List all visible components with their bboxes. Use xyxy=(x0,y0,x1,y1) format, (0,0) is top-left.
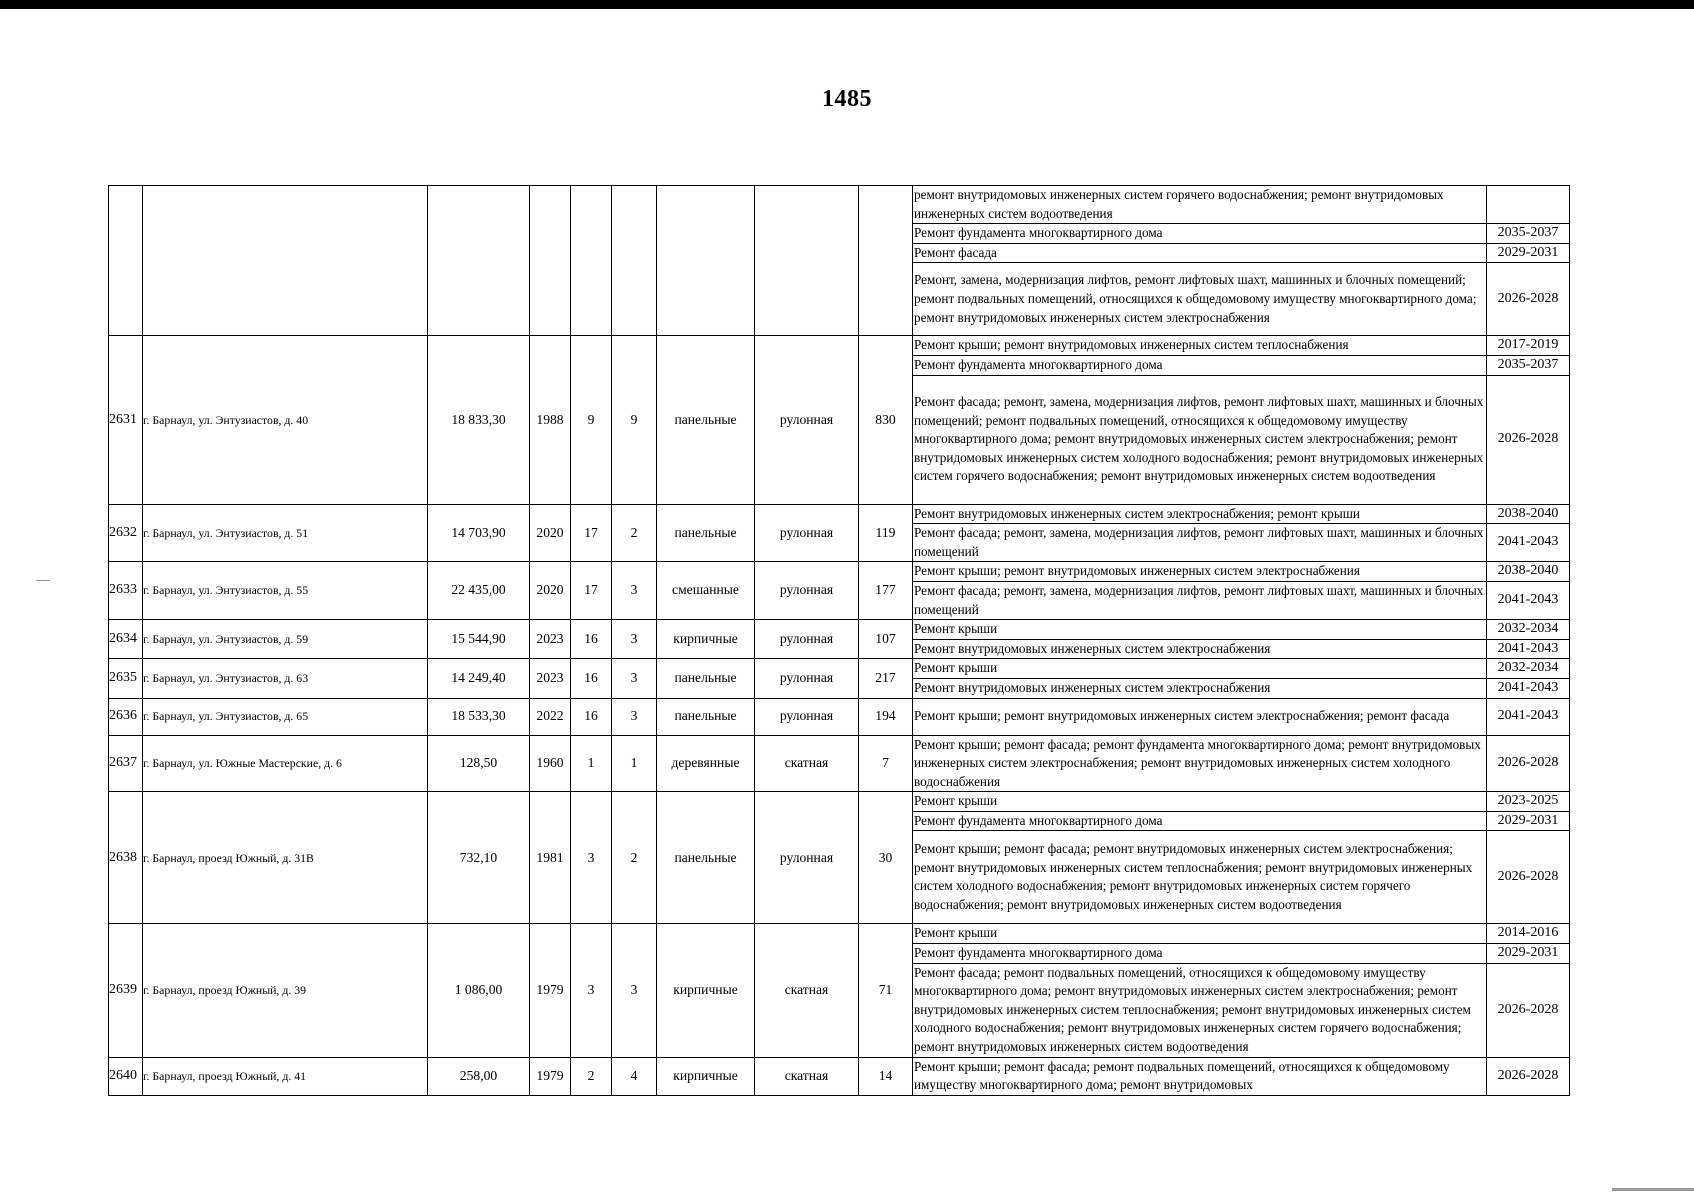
floors-max-cell: 17 xyxy=(571,562,612,620)
work-period: 2041-2043 xyxy=(1487,524,1570,562)
work-description: Ремонт фасада; ремонт, замена, модернизация лифтов, ремонт лифтовых шахт, машинных и блочных помещений xyxy=(913,524,1487,562)
work-description: Ремонт крыши; ремонт фасада; ремонт фундамента многоквартирного дома; ремонт внутридомовых инженерных систем электроснабжения; ремонт внутридомовых инженерных систем холодного водоснабжения xyxy=(913,735,1487,792)
area-cell: 258,00 xyxy=(428,1057,530,1095)
walls-cell: кирпичные xyxy=(657,620,755,659)
roof-cell: скатная xyxy=(755,924,859,1057)
year-cell: 2023 xyxy=(530,620,571,659)
area-cell: 22 435,00 xyxy=(428,562,530,620)
roof-cell: скатная xyxy=(755,1057,859,1095)
floors-max-cell: 16 xyxy=(571,698,612,735)
work-period: 2029-2031 xyxy=(1487,944,1570,964)
table-row xyxy=(109,620,1570,640)
table-row xyxy=(109,562,1570,582)
table-row xyxy=(109,336,1570,356)
area-cell: 1 086,00 xyxy=(428,924,530,1057)
table-row xyxy=(109,792,1570,812)
walls-cell: панельные xyxy=(657,504,755,562)
roof-cell xyxy=(755,186,859,336)
floors-min-cell: 3 xyxy=(612,924,657,1057)
residents-cell: 119 xyxy=(859,504,913,562)
year-cell: 1979 xyxy=(530,924,571,1057)
work-period: 2041-2043 xyxy=(1487,678,1570,698)
area-cell: 14 249,40 xyxy=(428,659,530,698)
row-number: 2632 xyxy=(109,504,143,562)
floors-min-cell: 1 xyxy=(612,735,657,792)
work-description: Ремонт, замена, модернизация лифтов, ремонт лифтовых шахт, машинных и блочных помещений; ремонт подвальных помещений, относящихся к общедомовому имуществу многоквартирного дома; ремонт внутридомовых инженерных систем электроснабжения xyxy=(913,263,1487,336)
scan-speck xyxy=(1612,1188,1694,1191)
work-period xyxy=(1487,186,1570,224)
address-cell: г. Барнаул, проезд Южный, д. 39 xyxy=(143,924,428,1057)
residents-cell: 71 xyxy=(859,924,913,1057)
work-description: Ремонт фундамента многоквартирного дома xyxy=(913,355,1487,375)
row-number: 2631 xyxy=(109,336,143,504)
address-cell: г. Барнаул, ул. Южные Мастерские, д. 6 xyxy=(143,735,428,792)
address-cell: г. Барнаул, проезд Южный, д. 31В xyxy=(143,792,428,924)
floors-max-cell xyxy=(571,186,612,336)
work-description: Ремонт фундамента многоквартирного дома xyxy=(913,224,1487,244)
floors-max-cell: 9 xyxy=(571,336,612,504)
work-description: Ремонт фундамента многоквартирного дома xyxy=(913,811,1487,831)
work-period: 2026-2028 xyxy=(1487,735,1570,792)
table-row xyxy=(109,698,1570,735)
address-cell: г. Барнаул, ул. Энтузиастов, д. 63 xyxy=(143,659,428,698)
work-description: Ремонт крыши xyxy=(913,659,1487,679)
work-period: 2017-2019 xyxy=(1487,336,1570,356)
floors-max-cell: 1 xyxy=(571,735,612,792)
year-cell: 1981 xyxy=(530,792,571,924)
walls-cell: панельные xyxy=(657,336,755,504)
floors-max-cell: 3 xyxy=(571,924,612,1057)
residents-cell xyxy=(859,186,913,336)
work-period: 2026-2028 xyxy=(1487,375,1570,504)
roof-cell: рулонная xyxy=(755,659,859,698)
floors-min-cell: 3 xyxy=(612,659,657,698)
walls-cell: панельные xyxy=(657,792,755,924)
floors-max-cell: 16 xyxy=(571,620,612,659)
year-cell: 2020 xyxy=(530,504,571,562)
work-description: Ремонт крыши xyxy=(913,792,1487,812)
work-description: Ремонт фасада; ремонт, замена, модернизация лифтов, ремонт лифтовых шахт, машинных и блочных помещений; ремонт подвальных помещений, относящихся к общедомовому имуществу многоквартирного дома; ремонт внутридомовых инженерных систем электроснабжения; ремонт внутридомовых инженерных систем холодного водоснабжения; ремонт внутридомовых инженерных систем горячего водоснабжения; ремонт внутридомовых инженерных систем водоотведения xyxy=(913,375,1487,504)
address-cell: г. Барнаул, ул. Энтузиастов, д. 59 xyxy=(143,620,428,659)
work-period: 2014-2016 xyxy=(1487,924,1570,944)
row-number: 2640 xyxy=(109,1057,143,1095)
address-cell: г. Барнаул, ул. Энтузиастов, д. 65 xyxy=(143,698,428,735)
roof-cell: рулонная xyxy=(755,562,859,620)
row-number: 2639 xyxy=(109,924,143,1057)
area-cell: 18 533,30 xyxy=(428,698,530,735)
area-cell xyxy=(428,186,530,336)
residents-cell: 107 xyxy=(859,620,913,659)
work-description: Ремонт фасада xyxy=(913,243,1487,263)
year-cell: 2022 xyxy=(530,698,571,735)
floors-min-cell: 3 xyxy=(612,620,657,659)
roof-cell: скатная xyxy=(755,735,859,792)
year-cell: 2020 xyxy=(530,562,571,620)
work-period: 2038-2040 xyxy=(1487,562,1570,582)
work-period: 2035-2037 xyxy=(1487,224,1570,244)
work-description: Ремонт крыши; ремонт внутридомовых инженерных систем электроснабжения xyxy=(913,562,1487,582)
year-cell: 1960 xyxy=(530,735,571,792)
row-number: 2634 xyxy=(109,620,143,659)
row-number: 2637 xyxy=(109,735,143,792)
floors-min-cell: 3 xyxy=(612,562,657,620)
table-row xyxy=(109,504,1570,524)
work-description: ремонт внутридомовых инженерных систем горячего водоснабжения; ремонт внутридомовых инженерных систем водоотведения xyxy=(913,186,1487,224)
work-description: Ремонт крыши; ремонт фасада; ремонт подвальных помещений, относящихся к общедомовому имуществу многоквартирного дома; ремонт внутридомовых xyxy=(913,1057,1487,1095)
residents-cell: 217 xyxy=(859,659,913,698)
repair-schedule-table xyxy=(108,185,1570,1096)
work-description: Ремонт фундамента многоквартирного дома xyxy=(913,944,1487,964)
scan-speck xyxy=(36,580,50,581)
year-cell xyxy=(530,186,571,336)
floors-min-cell: 2 xyxy=(612,792,657,924)
roof-cell: рулонная xyxy=(755,792,859,924)
work-period: 2032-2034 xyxy=(1487,659,1570,679)
work-period: 2035-2037 xyxy=(1487,355,1570,375)
roof-cell: рулонная xyxy=(755,336,859,504)
area-cell: 18 833,30 xyxy=(428,336,530,504)
floors-max-cell: 16 xyxy=(571,659,612,698)
year-cell: 1988 xyxy=(530,336,571,504)
work-description: Ремонт крыши; ремонт внутридомовых инженерных систем электроснабжения; ремонт фасада xyxy=(913,698,1487,735)
area-cell: 15 544,90 xyxy=(428,620,530,659)
walls-cell: панельные xyxy=(657,659,755,698)
walls-cell: смешанные xyxy=(657,562,755,620)
roof-cell: рулонная xyxy=(755,504,859,562)
walls-cell: кирпичные xyxy=(657,1057,755,1095)
floors-min-cell: 4 xyxy=(612,1057,657,1095)
residents-cell: 830 xyxy=(859,336,913,504)
table-row xyxy=(109,735,1570,792)
work-period: 2041-2043 xyxy=(1487,581,1570,619)
floors-min-cell: 2 xyxy=(612,504,657,562)
work-period: 2026-2028 xyxy=(1487,1057,1570,1095)
work-period: 2029-2031 xyxy=(1487,243,1570,263)
walls-cell xyxy=(657,186,755,336)
floors-max-cell: 3 xyxy=(571,792,612,924)
work-description: Ремонт крыши xyxy=(913,924,1487,944)
work-period: 2029-2031 xyxy=(1487,811,1570,831)
roof-cell: рулонная xyxy=(755,620,859,659)
row-number xyxy=(109,186,143,336)
walls-cell: деревянные xyxy=(657,735,755,792)
floors-min-cell: 9 xyxy=(612,336,657,504)
floors-min-cell xyxy=(612,186,657,336)
work-period: 2038-2040 xyxy=(1487,504,1570,524)
work-description: Ремонт внутридомовых инженерных систем электроснабжения; ремонт крыши xyxy=(913,504,1487,524)
address-cell: г. Барнаул, ул. Энтузиастов, д. 55 xyxy=(143,562,428,620)
work-description: Ремонт крыши; ремонт фасада; ремонт внутридомовых инженерных систем электроснабжения; ремонт внутридомовых инженерных систем теплоснабжения; ремонт внутридомовых инженерных систем холодного водоснабжения; ремонт внутридомовых инженерных систем горячего водоснабжения; ремонт внутридомовых инженерных систем водоотведения xyxy=(913,831,1487,924)
floors-max-cell: 2 xyxy=(571,1057,612,1095)
work-period: 2023-2025 xyxy=(1487,792,1570,812)
work-description: Ремонт фасада; ремонт подвальных помещений, относящихся к общедомовому имуществу многоквартирного дома; ремонт внутридомовых инженерных систем электроснабжения; ремонт внутридомовых инженерных систем теплоснабжения; ремонт внутридомовых инженерных систем холодного водоснабжения; ремонт внутридомовых инженерных систем горячего водоснабжения; ремонт внутридомовых инженерных систем водоотведения xyxy=(913,963,1487,1057)
table-row xyxy=(109,924,1570,944)
work-description: Ремонт крыши xyxy=(913,620,1487,640)
residents-cell: 194 xyxy=(859,698,913,735)
work-period: 2026-2028 xyxy=(1487,263,1570,336)
row-number: 2633 xyxy=(109,562,143,620)
scan-top-border xyxy=(0,0,1694,9)
row-number: 2635 xyxy=(109,659,143,698)
residents-cell: 14 xyxy=(859,1057,913,1095)
area-cell: 14 703,90 xyxy=(428,504,530,562)
work-period: 2032-2034 xyxy=(1487,620,1570,640)
work-description: Ремонт внутридомовых инженерных систем электроснабжения xyxy=(913,639,1487,659)
table-row xyxy=(109,186,1570,224)
area-cell: 732,10 xyxy=(428,792,530,924)
year-cell: 2023 xyxy=(530,659,571,698)
floors-min-cell: 3 xyxy=(612,698,657,735)
page-number: 1485 xyxy=(822,86,872,112)
floors-max-cell: 17 xyxy=(571,504,612,562)
work-period: 2041-2043 xyxy=(1487,698,1570,735)
work-period: 2041-2043 xyxy=(1487,639,1570,659)
walls-cell: панельные xyxy=(657,698,755,735)
residents-cell: 7 xyxy=(859,735,913,792)
residents-cell: 177 xyxy=(859,562,913,620)
area-cell: 128,50 xyxy=(428,735,530,792)
table-row xyxy=(109,659,1570,679)
work-period: 2026-2028 xyxy=(1487,831,1570,924)
residents-cell: 30 xyxy=(859,792,913,924)
roof-cell: рулонная xyxy=(755,698,859,735)
address-cell xyxy=(143,186,428,336)
row-number: 2638 xyxy=(109,792,143,924)
address-cell: г. Барнаул, проезд Южный, д. 41 xyxy=(143,1057,428,1095)
work-description: Ремонт крыши; ремонт внутридомовых инженерных систем теплоснабжения xyxy=(913,336,1487,356)
work-description: Ремонт фасада; ремонт, замена, модернизация лифтов, ремонт лифтовых шахт, машинных и блочных помещений xyxy=(913,581,1487,619)
year-cell: 1979 xyxy=(530,1057,571,1095)
address-cell: г. Барнаул, ул. Энтузиастов, д. 40 xyxy=(143,336,428,504)
walls-cell: кирпичные xyxy=(657,924,755,1057)
work-period: 2026-2028 xyxy=(1487,963,1570,1057)
address-cell: г. Барнаул, ул. Энтузиастов, д. 51 xyxy=(143,504,428,562)
row-number: 2636 xyxy=(109,698,143,735)
table-row xyxy=(109,1057,1570,1095)
work-description: Ремонт внутридомовых инженерных систем электроснабжения xyxy=(913,678,1487,698)
